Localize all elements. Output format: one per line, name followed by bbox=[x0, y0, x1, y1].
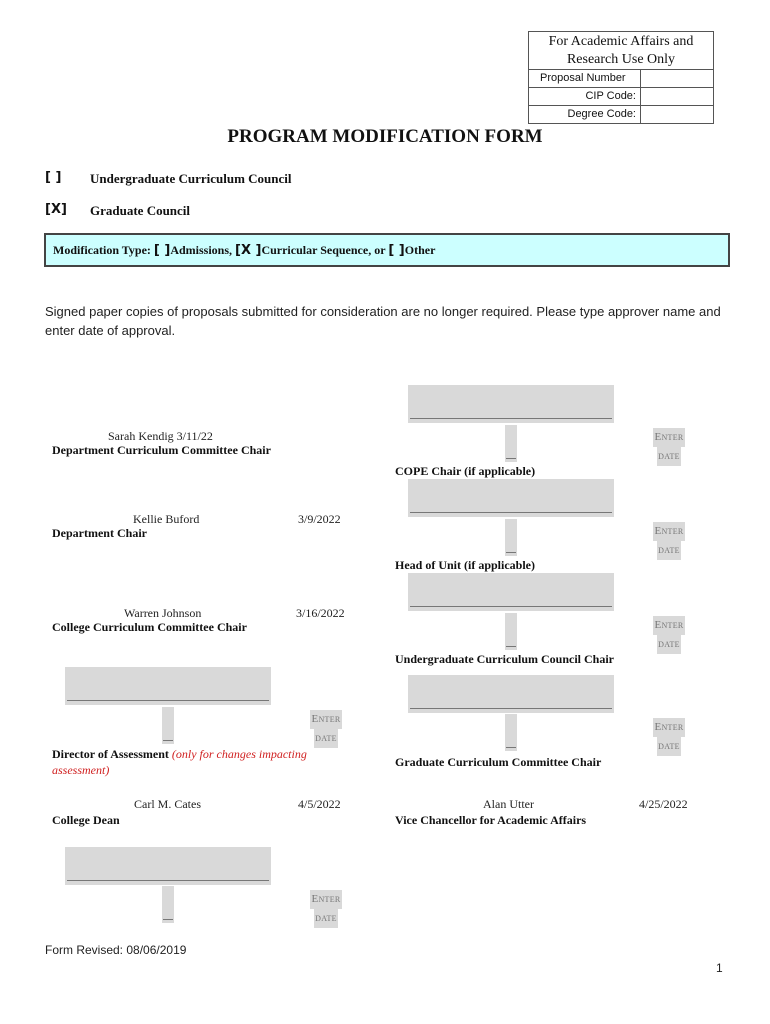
assessment-name-field[interactable] bbox=[65, 667, 271, 705]
other-checkbox[interactable]: [ ] bbox=[388, 243, 405, 258]
cip-code-field[interactable] bbox=[641, 88, 713, 105]
vice-chancellor-name: Alan Utter bbox=[483, 797, 534, 811]
council-grad-checkbox[interactable]: [X] bbox=[45, 202, 67, 217]
proposal-number-field[interactable] bbox=[641, 70, 713, 87]
enter-text: Enter bbox=[653, 428, 684, 447]
date-text: date bbox=[657, 737, 681, 756]
head-unit-role: Head of Unit (if applicable) bbox=[395, 558, 535, 572]
cip-code-label: CIP Code: bbox=[529, 88, 641, 105]
dept-chair-date: 3/9/2022 bbox=[298, 512, 341, 526]
proposal-number-label: Proposal Number bbox=[529, 70, 641, 87]
vice-chancellor-date: 4/25/2022 bbox=[639, 797, 688, 811]
date-text: date bbox=[314, 729, 338, 748]
assessment-role bbox=[52, 746, 352, 778]
dept-curriculum-role: Department Curriculum Committee Chair bbox=[52, 443, 271, 457]
admissions-label: Admissions, bbox=[170, 243, 232, 257]
cope-name-field[interactable] bbox=[408, 385, 614, 423]
council-ugrad-checkbox[interactable]: [ ] bbox=[45, 170, 62, 185]
date-text: date bbox=[657, 447, 681, 466]
date-text: date bbox=[657, 541, 681, 560]
ugrad-council-role: Undergraduate Curriculum Council Chair bbox=[395, 652, 614, 666]
curricular-label: Curricular Sequence, bbox=[261, 243, 372, 257]
grad-committee-date-field[interactable] bbox=[505, 714, 517, 751]
degree-code-label: Degree Code: bbox=[529, 106, 641, 123]
ugrad-council-enter-date[interactable] bbox=[651, 616, 687, 654]
office-row-degree bbox=[529, 106, 713, 123]
or-label: or bbox=[374, 243, 386, 257]
head-unit-date-field[interactable] bbox=[505, 519, 517, 556]
head-unit-enter-date[interactable] bbox=[651, 522, 687, 560]
council-grad-label: Graduate Council bbox=[90, 203, 191, 218]
office-row-cip bbox=[529, 88, 713, 106]
date-text: date bbox=[314, 909, 338, 928]
admissions-checkbox[interactable]: [ ] bbox=[153, 243, 171, 258]
curricular-checkbox[interactable]: [X ] bbox=[235, 243, 262, 258]
grad-committee-role: Graduate Curriculum Committee Chair bbox=[395, 755, 602, 769]
ugrad-council-date-field[interactable] bbox=[505, 613, 517, 650]
enter-text: Enter bbox=[310, 890, 341, 909]
college-dean-role: College Dean bbox=[52, 813, 120, 827]
form-revised-footer: Form Revised: 08/06/2019 bbox=[45, 943, 187, 957]
cope-role: COPE Chair (if applicable) bbox=[395, 464, 536, 478]
dept-chair-role: Department Chair bbox=[52, 526, 147, 540]
assessment-role-label: Director of Assessment bbox=[52, 747, 169, 761]
college-curriculum-date: 3/16/2022 bbox=[296, 606, 345, 620]
college-dean-name: Carl M. Cates bbox=[134, 797, 201, 811]
cope-date-field[interactable] bbox=[505, 425, 517, 462]
page-number: 1 bbox=[716, 961, 723, 975]
enter-text: Enter bbox=[653, 718, 684, 737]
assessment-date-field[interactable] bbox=[162, 707, 174, 744]
degree-code-field[interactable] bbox=[641, 106, 713, 123]
head-unit-name-field[interactable] bbox=[408, 479, 614, 517]
office-use-table bbox=[528, 31, 714, 124]
instructions-text: Signed paper copies of proposals submitted for consideration are no longer required. Please type approver name and enter date of approval. bbox=[45, 304, 721, 338]
assessment-enter-date[interactable] bbox=[308, 710, 344, 748]
vice-chancellor-role: Vice Chancellor for Academic Affairs bbox=[395, 813, 587, 827]
extra-enter-date[interactable] bbox=[308, 890, 344, 928]
office-use-heading: For Academic Affairs and Research Use Only bbox=[529, 32, 713, 70]
date-text: date bbox=[657, 635, 681, 654]
enter-text: Enter bbox=[653, 522, 684, 541]
office-row-proposal bbox=[529, 70, 713, 88]
grad-committee-enter-date[interactable] bbox=[651, 718, 687, 756]
dept-curriculum-name: Sarah Kendig 3/11/22 bbox=[108, 429, 213, 443]
grad-committee-name-field[interactable] bbox=[408, 675, 614, 713]
enter-text: Enter bbox=[310, 710, 341, 729]
extra-name-field[interactable] bbox=[65, 847, 271, 885]
council-ugrad-label: Undergraduate Curriculum Council bbox=[90, 171, 292, 186]
extra-date-field[interactable] bbox=[162, 886, 174, 923]
modification-type-label: Modification Type: bbox=[53, 243, 151, 257]
other-label: Other bbox=[404, 243, 436, 257]
cope-enter-date[interactable] bbox=[651, 428, 687, 466]
ugrad-council-name-field[interactable] bbox=[408, 573, 614, 611]
dept-chair-name: Kellie Buford bbox=[133, 512, 200, 526]
college-curriculum-role: College Curriculum Committee Chair bbox=[52, 620, 247, 634]
college-curriculum-name: Warren Johnson bbox=[124, 606, 202, 620]
assessment-note: (only for changes impacting assessment) bbox=[52, 747, 307, 777]
enter-text: Enter bbox=[653, 616, 684, 635]
page-title: PROGRAM MODIFICATION FORM bbox=[227, 126, 543, 147]
college-dean-date: 4/5/2022 bbox=[298, 797, 341, 811]
modification-type-box bbox=[44, 233, 730, 267]
